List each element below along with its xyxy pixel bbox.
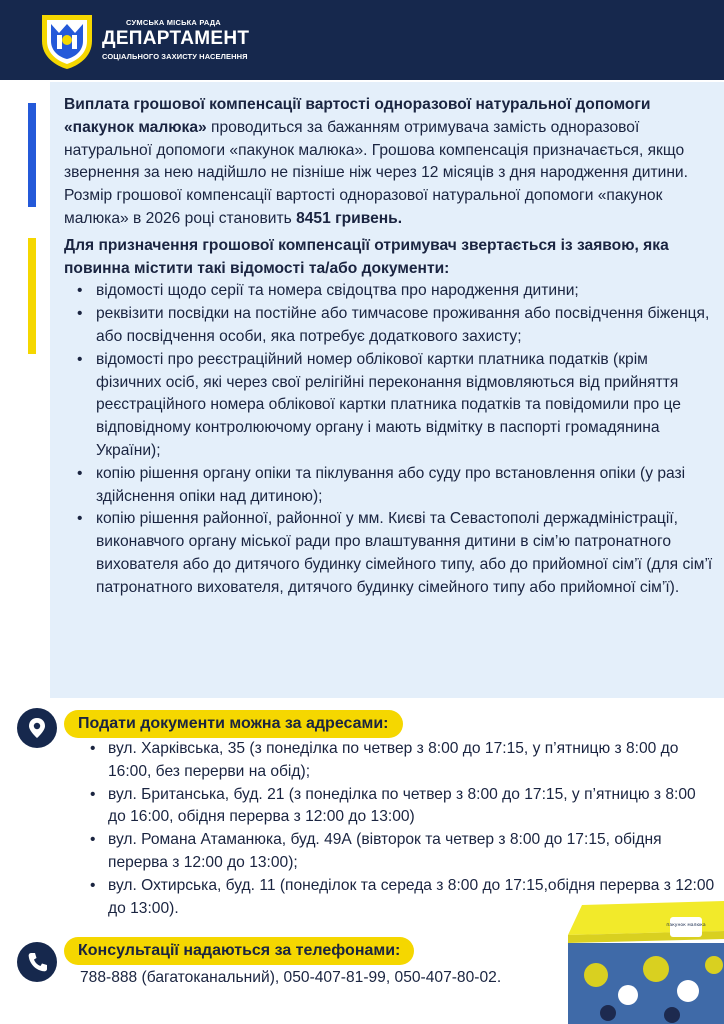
accent-bar-blue (28, 103, 36, 207)
intro-text: проводиться за бажанням отримувача замість одноразової натуральної допомоги «пакунок малюка». Грошова компенсація призначається, якщо звернення за нею надійшло не пізніше ніж через 12 місяців з дня народження дитини. (64, 118, 688, 182)
box-label: пакунок малюка (666, 923, 706, 928)
documents-list (64, 280, 714, 599)
amount-paragraph (64, 185, 714, 231)
baby-box-image (568, 895, 724, 1024)
consultations-title: Консультації надаються за телефонами: (64, 937, 414, 965)
intro-paragraph (64, 94, 714, 185)
amount-value: 8451 гривень. (296, 209, 403, 227)
list-item: • відомості щодо серії та номера свідоцтва про народження дитини; (64, 280, 714, 303)
list-item: • вул. Романа Атаманюка, буд. 49А (вівторок та четвер з 8:00 до 17:15, обідня перерва з 12:00 до 13:00); (80, 829, 716, 875)
list-item: • копію рішення районної, районної у мм. Києві та Севастополі держадміністрації, виконавчого органу міської ради про влаштування дитини в сім’ю патронатного вихователя або до дитячого будинку сімейного типу, або до прийомної сім’ї (для сім’ї патронатного вихователя, дитячого будинку сімейного типу або прийомної сім’ї). (64, 508, 714, 599)
accent-bar-yellow (28, 238, 36, 354)
info-text (64, 94, 714, 600)
phone-icon (27, 951, 47, 973)
amount-text: Розмір грошової компенсації вартості одноразової натуральної допомоги «пакунок малюка» в 2026 році становить (64, 187, 663, 227)
addresses-list (80, 738, 716, 920)
phone-numbers: 788-888 (багатоканальний), 050-407-81-99, 050-407-80-02. (80, 969, 502, 986)
addresses-title: Подати документи можна за адресами: (64, 710, 403, 738)
list-item: • вул. Британська, буд. 21 (з понеділка по четвер з 8:00 до 17:15, у п’ятницю з 8:00 до 16:00, обідня перерва з 12:00 до 13:00) (80, 784, 716, 830)
location-badge (17, 708, 57, 748)
intro-bold-lead: Виплата грошової компенсації вартості одноразової натуральної допомоги «пакунок малюка» (64, 96, 651, 136)
list-item: • вул. Охтирська, буд. 11 (понеділок та середа з 8:00 до 17:15,обідня перерва з 12:00 до 13:00). (80, 875, 716, 921)
header-banner (0, 0, 724, 80)
logo-emblem (38, 11, 96, 71)
list-item: • копію рішення органу опіки та піклування або суду про встановлення опіки (у разі здійснення опіки над дитиною); (64, 463, 714, 509)
org-department-title: ДЕПАРТАМЕНТ (102, 28, 250, 49)
documents-heading: Для призначення грошової компенсації отримувач звертається із заявою, яка повинна містити такі відомості та/або документи: (64, 236, 669, 277)
location-pin-icon (27, 717, 47, 739)
phone-badge (17, 942, 57, 982)
list-item: • вул. Харківська, 35 (з понеділка по четвер з 8:00 до 17:15, у п’ятницю з 8:00 до 16:00, без перерви на обід); (80, 738, 716, 784)
org-council-name: СУМСЬКА МІСЬКА РАДА (126, 18, 221, 27)
org-department-subtitle: СОЦІАЛЬНОГО ЗАХИСТУ НАСЕЛЕННЯ (102, 52, 248, 61)
list-item: • відомості про реєстраційний номер облікової картки платника податків (крім фізичних осіб, які через свої релігійні переконання відмовляються від прийняття реєстраційного номера облікової картки платника податків та повідомили про це відповідному контролюючому органу і мають відмітку в паспорті громадянина України); (64, 349, 714, 463)
list-item: • реквізити посвідки на постійне або тимчасове проживання або посвідчення біженця, або посвідчення особи, яка потребує додаткового захисту; (64, 303, 714, 349)
